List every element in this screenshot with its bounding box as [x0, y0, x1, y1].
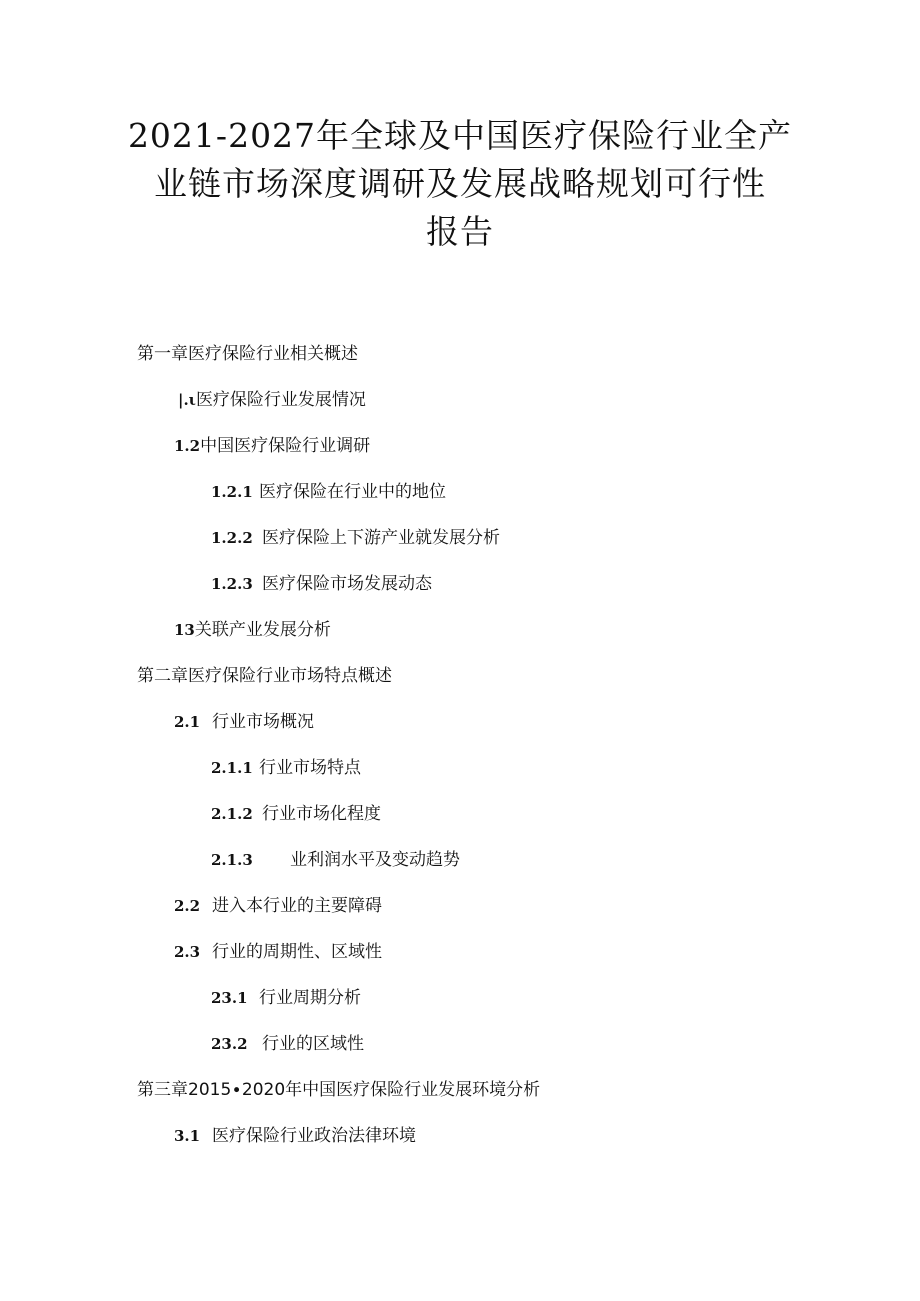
- toc-subsection-2-1-1[interactable]: [211, 756, 361, 780]
- toc-subsection-2-3-2[interactable]: [211, 1032, 364, 1056]
- toc-text: 行业周期分析: [259, 988, 361, 1008]
- title-line-2: 业链市场深度调研及发展战略规划可行性: [154, 164, 766, 203]
- toc-number: 2.3: [174, 943, 201, 961]
- toc-number: 3.1: [174, 1127, 201, 1145]
- toc-section-3-1[interactable]: [174, 1124, 416, 1148]
- title-line-1: 2021-2027年全球及中国医疗保险行业全产: [127, 116, 793, 155]
- toc-text: 行业市场化程度: [262, 804, 381, 824]
- toc-subsection-2-3-1[interactable]: [211, 986, 361, 1010]
- toc-section-1-3[interactable]: [174, 618, 331, 642]
- toc-text: 中国医疗保险行业调研: [200, 436, 371, 456]
- toc-section-2-3[interactable]: [174, 940, 382, 964]
- toc-text: 医疗保险行业发展情况: [195, 390, 366, 410]
- toc-number: |.ι: [178, 391, 196, 409]
- toc-text: 行业的区域性: [262, 1034, 364, 1054]
- toc-section-1-2[interactable]: [174, 434, 370, 458]
- toc-chapter-2[interactable]: [137, 664, 392, 688]
- toc-text: 关联产业发展分析: [194, 620, 331, 640]
- toc-number: 1.2.3: [211, 575, 253, 593]
- toc-chapter-1[interactable]: [137, 342, 358, 366]
- toc-subsection-1-2-2[interactable]: [211, 526, 500, 550]
- toc-number: 2.1.1: [211, 759, 253, 777]
- toc-section-2-1[interactable]: [174, 710, 314, 734]
- toc-subsection-1-2-1[interactable]: [211, 480, 446, 504]
- toc-text: 医疗保险上下游产业就发展分析: [262, 528, 500, 548]
- toc-text: 第二章医疗保险行业市场特点概述: [137, 666, 392, 686]
- toc-section-2-2[interactable]: [174, 894, 382, 918]
- toc-subsection-1-2-3[interactable]: [211, 572, 432, 596]
- toc-text: 医疗保险行业政治法律环境: [212, 1126, 416, 1146]
- toc-subsection-2-1-2[interactable]: [211, 802, 381, 826]
- toc-text: 医疗保险市场发展动态: [262, 574, 432, 594]
- toc-number: 1.2: [174, 437, 201, 455]
- toc-number: 2.1.2: [211, 805, 253, 823]
- toc-number: 1.2.2: [211, 529, 253, 547]
- toc-text: 业利润水平及变动趋势: [290, 850, 460, 870]
- toc-number: 2.2: [174, 897, 201, 915]
- toc-text: 第一章医疗保险行业相关概述: [137, 344, 358, 364]
- document-title: [60, 112, 860, 256]
- toc-text: 行业的周期性、区域性: [212, 942, 382, 962]
- title-line-3: 报告: [426, 212, 494, 251]
- toc-section-1-1[interactable]: [178, 388, 366, 412]
- toc-chapter-3[interactable]: [137, 1078, 540, 1102]
- toc-number: 13: [174, 621, 195, 639]
- toc-number: 2.1: [174, 713, 201, 731]
- toc-text: 医疗保险在行业中的地位: [259, 482, 446, 502]
- toc-text: 行业市场概况: [212, 712, 314, 732]
- toc-number: 23.2: [211, 1035, 248, 1053]
- toc-number: 1.2.1: [211, 483, 253, 501]
- toc-text: 进入本行业的主要障碍: [212, 896, 382, 916]
- toc-text: 行业市场特点: [259, 758, 361, 778]
- toc-text: 第三章2015∙2020年中国医疗保险行业发展环境分析: [137, 1080, 541, 1100]
- toc-number: 23.1: [211, 989, 248, 1007]
- toc-subsection-2-1-3[interactable]: [211, 848, 460, 872]
- toc-number: 2.1.3: [211, 851, 253, 869]
